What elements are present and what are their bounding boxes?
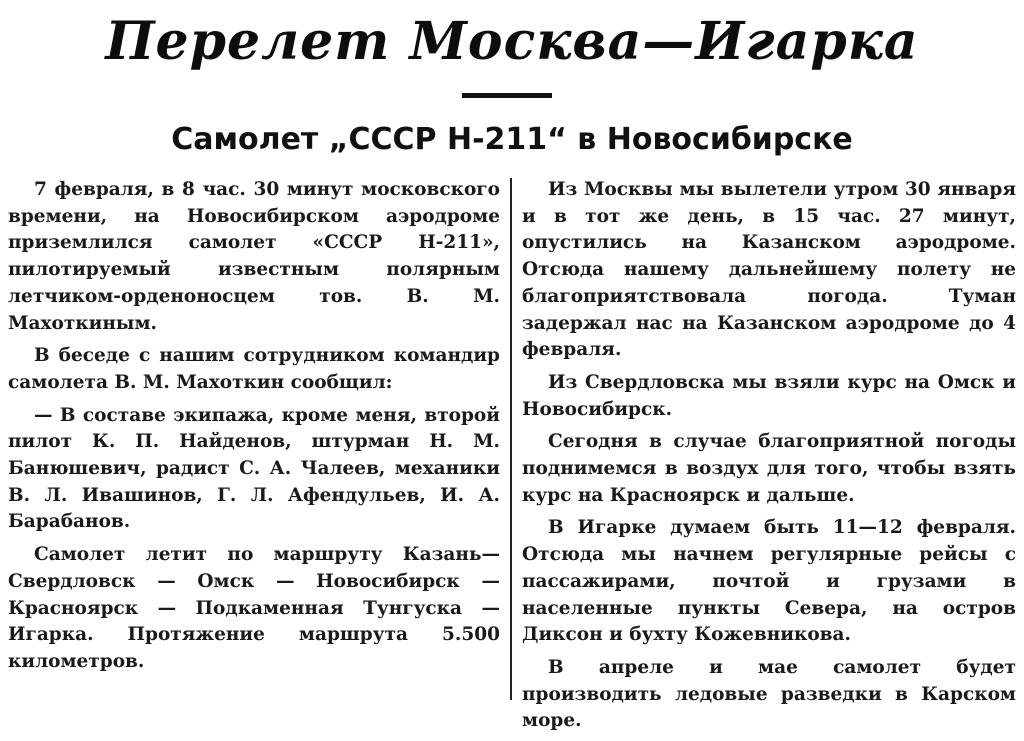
paragraph: Самолет летит по маршруту Казань—Свердловск — Омск — Новосибирск — Красноярск — Подкаменная Тунгуска — Игарка. Протяжение маршрута 5.500 километров.	[8, 544, 500, 672]
paragraph: В беседе с нашим сотрудником командир самолета В. М. Махоткин сообщил:	[8, 345, 500, 393]
paragraph: Сегодня в случае благоприятной погоды поднимемся в воздух для того, чтобы взять курс на Красноярск и дальше.	[522, 431, 1016, 506]
paragraph: 7 февраля, в 8 час. 30 минут московского времени, на Новосибирском аэродроме приземлился самолет «СССР Н-211», пилотируемый известным полярным летчиком-орденоносцем тов. В. М. Махоткиным.	[8, 179, 500, 334]
headline-rule	[462, 93, 552, 98]
left-column	[8, 177, 500, 682]
article-headline: Перелет Москва—Игарка	[105, 11, 919, 72]
right-column	[522, 177, 1016, 741]
paragraph: Из Москвы мы вылетели утром 30 января и в тот же день, в 15 час. 27 минут, опустились на Казанском аэродроме. Отсюда нашему дальнейшему полету не благоприятствовала погода. Туман задержал нас на Казанском аэродроме до 4 февраля.	[522, 179, 1016, 361]
paragraph: В апреле и мае самолет будет производить ледовые разведки в Карском море.	[522, 656, 1016, 732]
article-subheadline: Самолет „СССР Н-211“ в Новосибирске	[171, 122, 853, 157]
paragraph: В Игарке думаем быть 11—12 февраля. Отсюда мы начнем регулярные рейсы с пассажирами, почтой и грузами в населенные пункты Севера, на остров Диксон и бухту Кожевникова.	[522, 517, 1016, 646]
column-divider	[510, 178, 512, 700]
paragraph: — В составе экипажа, кроме меня, второй пилот К. П. Найденов, штурман Н. М. Банюшевич, радист С. А. Чалеев, механики В. Л. Ивашинов, Г. Л. Афендульев, И. А. Барабанов.	[8, 404, 500, 533]
paragraph: Из Свердловска мы взяли курс на Омск и Новосибирск.	[522, 371, 1016, 420]
